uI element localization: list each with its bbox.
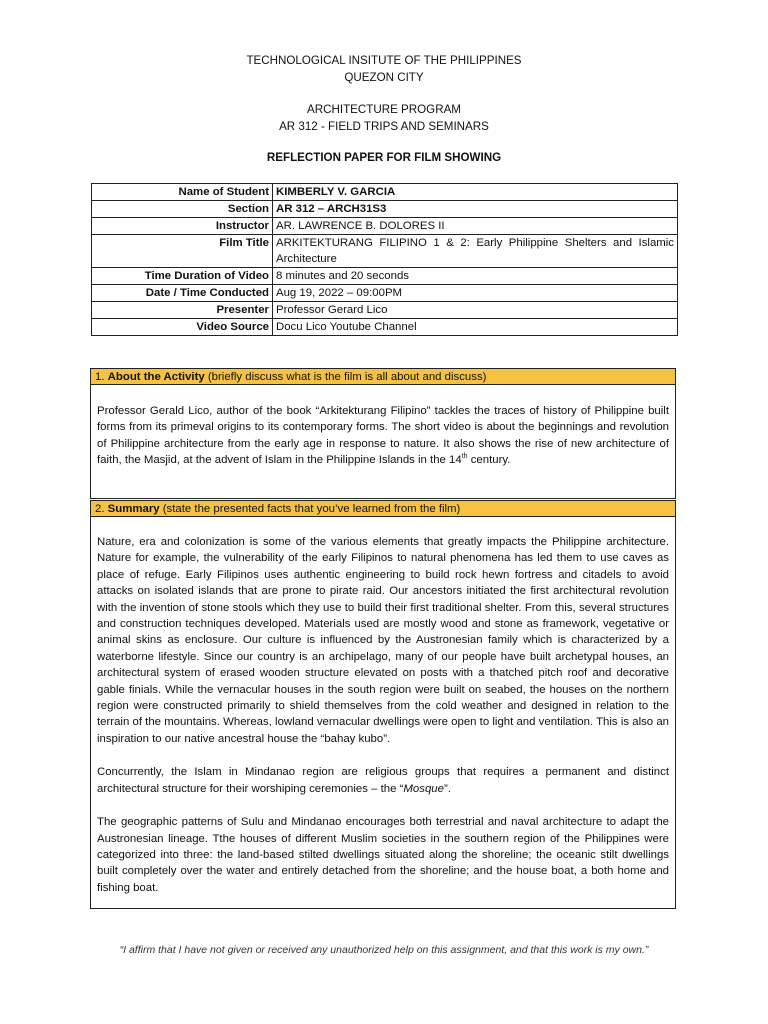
info-value: Aug 19, 2022 – 09:00PM	[273, 285, 678, 302]
info-label: Name of Student	[92, 184, 273, 201]
section-about-body	[90, 385, 676, 499]
summary-paragraph-2	[97, 764, 669, 797]
section-number: 1.	[95, 371, 105, 383]
info-label: Film Title	[92, 235, 273, 268]
program-name: ARCHITECTURE PROGRAM	[307, 103, 461, 116]
info-label: Time Duration of Video	[92, 268, 273, 285]
document-title: REFLECTION PAPER FOR FILM SHOWING	[266, 151, 502, 164]
institute-name: TECHNOLOGICAL INSITUTE OF THE PHILIPPINES	[246, 54, 522, 67]
about-superscript: th	[461, 453, 468, 461]
section-summary-body	[90, 517, 676, 909]
info-row	[92, 184, 678, 201]
summary-paragraph-1: Nature, era and colonization is some of the various elements that greatly impacts the Philippine architecture. Nature for example, the vulnerability of the early Filipinos to natural phenomena has led them to use caves as place of refuge. Early Filipinos uses authentic engineering to build rock hewn fortress and citadels to avoid attacks on isolated islands that are prone to pirate raid. Our ancestors initiated the first architectural revolution with the invention of stone stools which they use to build their first traditional shelter. From this, several structures and construction techniques developed. Materials used are mostly wood and stone as framework, vegetative or animal skins as enclosure. Our culture is influenced by the Austronesian family which is characterized by a waterborne lifestyle. Since our country is an archipelago, many of our people have built archetypal houses, an architectural system of erased wooden structure elevated on posts with a thatched pitch roof and decorative gable finials. While the vernacular houses in the south region were built on seabed, the houses on the northern region were constructed primarily to shield themselves from the cold weather and designed in relation to the terrain of the mountains. Whereas, lowland vernacular dwellings were open to light and ventilation. This is also an inspiration to our native ancestral house the “bahay kubo”.	[97, 536, 669, 745]
info-row	[92, 268, 678, 285]
info-value: AR. LAWRENCE B. DOLORES II	[273, 218, 678, 235]
info-value: KIMBERLY V. GARCIA	[273, 184, 678, 201]
info-row	[92, 201, 678, 218]
info-label: Section	[92, 201, 273, 218]
city-name: QUEZON CITY	[344, 70, 424, 84]
info-value: Professor Gerard Lico	[273, 302, 678, 319]
info-label: Instructor	[92, 218, 273, 235]
student-info-table	[91, 183, 678, 336]
info-row	[92, 235, 678, 268]
info-row	[92, 218, 678, 235]
info-row	[92, 302, 678, 319]
info-value: AR 312 – ARCH31S3	[273, 201, 678, 218]
info-row	[92, 319, 678, 336]
document-header	[0, 53, 768, 135]
honor-statement: “I affirm that I have not given or received any unauthorized help on this assignment, and that this work is my own.”	[119, 944, 649, 956]
section-title: Summary	[107, 503, 160, 515]
section-summary-header	[90, 500, 676, 517]
summary-text: Concurrently, the Islam in Mindanao region are religious groups that requires a permanent and distinct architectural structure for their worshiping ceremonies – the “	[97, 766, 669, 795]
section-hint: (state the presented facts that you’ve learned from the film)	[162, 503, 461, 515]
info-label: Date / Time Conducted	[92, 285, 273, 302]
section-number: 2.	[95, 503, 105, 515]
summary-paragraph-3: The geographic patterns of Sulu and Mindanao encourages both terrestrial and naval architecture to adapt the Austronesian lineage. Tthe houses of different Muslim societies in the southern region of the Philippines were categorized into three: the land-based stilted dwellings situated along the shoreline; the oceanic stilt dwellings built completely over the water and entirely detached from the shoreline; and the house boat, a both home and fishing boat.	[97, 816, 669, 894]
section-hint: (briefly discuss what is the film is all about and discuss)	[207, 371, 487, 383]
about-text-end: century.	[467, 454, 511, 467]
summary-text-end: ”.	[443, 782, 451, 795]
info-value: ARKITEKTURANG FILIPINO 1 & 2: Early Philippine Shelters and Islamic Architecture	[273, 235, 678, 268]
info-label: Presenter	[92, 302, 273, 319]
summary-emphasis: Mosque	[403, 782, 444, 795]
info-value: 8 minutes and 20 seconds	[273, 268, 678, 285]
info-value: Docu Lico Youtube Channel	[273, 319, 678, 336]
about-paragraph	[97, 403, 669, 469]
section-title: About the Activity	[107, 371, 205, 383]
info-row	[92, 285, 678, 302]
about-text: Professor Gerald Lico, author of the book “Arkitekturang Filipino” tackles the traces of history of Philippine built forms from its primeval origins to its contemporary forms. The short video is about the beginnings and revolution of Philippine architecture from the early age in response to nature. It also shows the rise of new architecture of faith, the Masjid, at the advent of Islam in the Philippine Islands in the 14	[97, 405, 669, 467]
section-about-header	[90, 368, 676, 385]
course-name: AR 312 - FIELD TRIPS AND SEMINARS	[279, 119, 489, 133]
info-label: Video Source	[92, 319, 273, 336]
